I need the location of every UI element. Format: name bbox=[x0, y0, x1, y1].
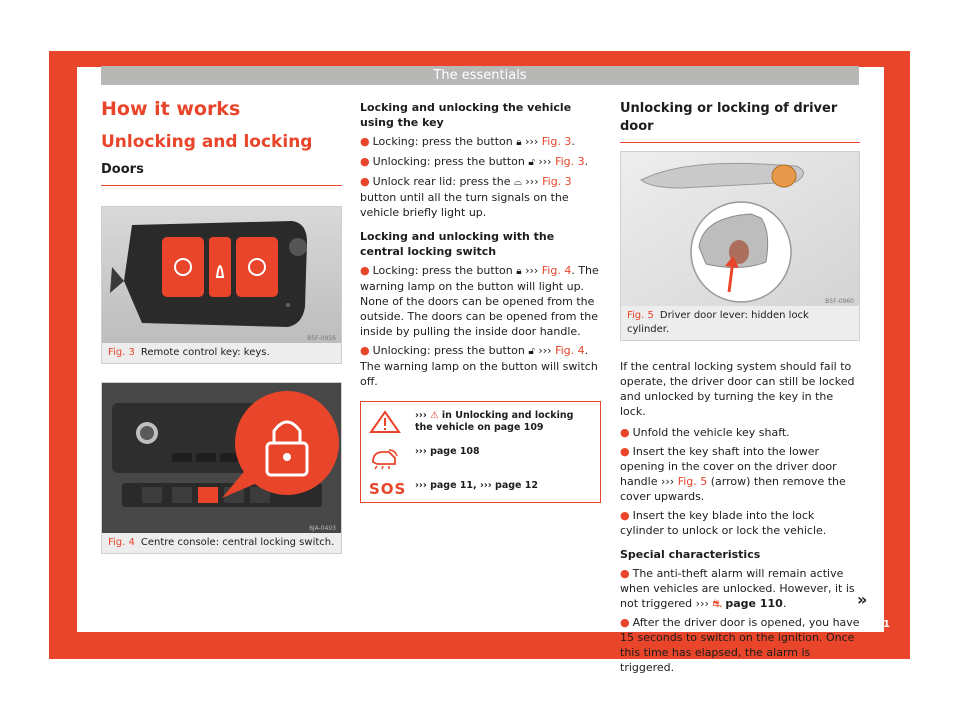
fig-3-link[interactable]: Fig. 3 bbox=[542, 175, 572, 188]
reference-warning-text[interactable]: in Unlocking and locking the vehicle on page 109 bbox=[415, 410, 574, 433]
section-title: Unlocking and locking bbox=[101, 132, 313, 152]
fig-4-link[interactable]: Fig. 4 bbox=[555, 344, 585, 357]
bullet-insert-shaft: ● Insert the key shaft into the lower opening in the cover on the driver door handle ››› Fig. 5 (arrow) then remove the cover upwards. bbox=[620, 445, 846, 503]
remote-key-illustration bbox=[102, 207, 341, 343]
bullet-unlocking-key: ● Unlocking: press the button 🔓︎ ››› Fig. 3. bbox=[360, 155, 589, 168]
figure-5-image bbox=[621, 152, 859, 306]
subheading-switch: Locking and unlocking with the central locking switch bbox=[360, 230, 555, 258]
fig-3-link[interactable]: Fig. 3 bbox=[555, 155, 585, 168]
figure-3-text: Remote control key: keys. bbox=[140, 347, 270, 358]
figure-5 bbox=[620, 151, 860, 341]
bullet-unfold: ● Unfold the vehicle key shaft. bbox=[620, 426, 790, 439]
figure-4-caption bbox=[102, 533, 341, 553]
figure-3-number: Fig. 3 bbox=[108, 347, 135, 358]
section-header: The essentials bbox=[101, 66, 859, 85]
driver-door-heading: Unlocking or locking of driver door bbox=[620, 100, 860, 143]
figure-5-number: Fig. 5 bbox=[627, 310, 654, 321]
bullet-ignition: ● After the driver door is opened, you have 15 seconds to switch on the ignition. Once this time has elapsed, the alarm is triggered. bbox=[620, 616, 860, 674]
unlock-icon: 🔓︎ bbox=[528, 346, 535, 357]
central-locking-illustration bbox=[102, 383, 341, 533]
column-2 bbox=[360, 100, 601, 503]
figure-5-code: B5F-0960 bbox=[825, 298, 854, 305]
subsection-title: Doors bbox=[101, 161, 342, 186]
alarm-icon bbox=[369, 446, 401, 470]
paragraph-intro: If the central locking system should fail to operate, the driver door can still be locked and unlocked by turning the key in the lock. bbox=[620, 360, 855, 418]
fig-3-link[interactable]: Fig. 3 bbox=[541, 135, 572, 148]
figure-3-caption bbox=[102, 343, 341, 363]
figure-4-code: 6JA-0403 bbox=[309, 525, 336, 532]
door-handle-illustration bbox=[621, 152, 859, 306]
bullet-rear-lid: ● Unlock rear lid: press the ⌓ ››› Fig. 3 button until all the turn signals on the vehicle briefly light up. bbox=[360, 175, 572, 219]
bullet-insert-blade: ● Insert the key blade into the lock cylinder to unlock or lock the vehicle. bbox=[620, 509, 827, 537]
reference-box: ››› ⚠ in Unlocking and locking the vehicle on page 109 ››› page 108 SOS ››› page 11, ››› page 12 bbox=[360, 401, 601, 503]
lock-icon: 🔒︎ bbox=[516, 137, 522, 148]
fig-4-link[interactable]: Fig. 4 bbox=[541, 264, 572, 277]
figure-3-code: B5F-0956 bbox=[307, 335, 336, 342]
figure-4 bbox=[101, 382, 342, 554]
continue-marker: » bbox=[857, 590, 868, 609]
sos-icon: SOS bbox=[369, 480, 407, 498]
warning-small-icon: ⚠ bbox=[430, 410, 439, 421]
figure-5-caption bbox=[621, 306, 859, 340]
figure-3 bbox=[101, 206, 342, 364]
reference-sos-link-2[interactable]: page 12 bbox=[495, 480, 539, 491]
column-3 bbox=[620, 100, 860, 675]
figure-3-image bbox=[102, 207, 341, 343]
page-title: How it works bbox=[101, 98, 241, 120]
alarm-icon: ⛐ bbox=[712, 597, 722, 610]
lock-icon: 🔒︎ bbox=[516, 266, 522, 277]
bullet-unlocking-switch: ● Unlocking: press the button 🔓︎ ››› Fig. 4. The warning lamp on the button will switch off. bbox=[360, 344, 598, 388]
page-110-link[interactable]: page 110 bbox=[725, 597, 783, 610]
page-number: 11 bbox=[876, 619, 890, 630]
unlock-icon: 🔓︎ bbox=[528, 157, 535, 168]
figure-4-image bbox=[102, 383, 341, 533]
column-1 bbox=[101, 97, 342, 554]
bullet-alarm-active: ● The anti-theft alarm will remain active when vehicles are unlocked. However, it is not triggered ››› ⛐ page 110. bbox=[620, 567, 855, 610]
figure-4-number: Fig. 4 bbox=[108, 537, 135, 548]
bullet-locking-key: ● Locking: press the button 🔒︎ ››› Fig. 3. bbox=[360, 135, 575, 148]
subheading-special: Special characteristics bbox=[620, 548, 761, 561]
reference-alarm-text[interactable]: page 108 bbox=[430, 446, 480, 457]
figure-4-text: Centre console: central locking switch. bbox=[140, 537, 335, 548]
fig-5-link[interactable]: Fig. 5 bbox=[677, 475, 708, 488]
bullet-locking-switch: ● Locking: press the button 🔒︎ ››› Fig. 4. The warning lamp on the button will light up. None of the doors can be opened from the outside. The doors can be opened from the inside by pulling the inside door handle. bbox=[360, 264, 599, 338]
figure-5-text: Driver door lever: hidden lock cylinder. bbox=[627, 310, 809, 335]
subheading-key: Locking and unlocking the vehicle using the key bbox=[360, 101, 572, 129]
warning-icon bbox=[369, 410, 401, 434]
reference-sos-link-1[interactable]: page 11, bbox=[430, 480, 477, 491]
car-icon: ⌓ bbox=[513, 177, 522, 188]
